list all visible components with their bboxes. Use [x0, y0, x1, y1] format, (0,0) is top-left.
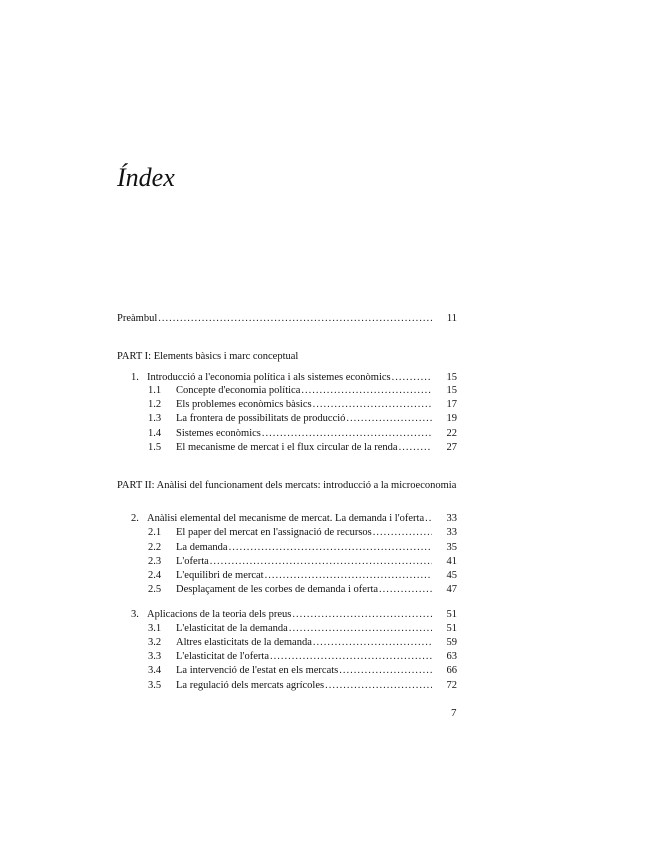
toc-section-number: 2.3: [148, 556, 162, 567]
toc-entry-preambul: [117, 312, 457, 326]
toc-section-number: 3.1: [148, 623, 162, 634]
page-title: Índex: [117, 163, 175, 192]
toc-leader-dots: [392, 371, 432, 385]
toc-leader-dots: [346, 412, 432, 426]
toc-section-page: 66: [446, 665, 457, 676]
toc-section-page: 51: [446, 623, 457, 634]
toc-section: [148, 555, 457, 569]
toc-section: [148, 664, 457, 678]
toc-section-page: 59: [446, 637, 457, 648]
toc-section-number: 2.2: [148, 542, 162, 553]
toc-leader-dots: [425, 512, 432, 526]
toc-leader-dots: [292, 608, 432, 622]
toc-chapter-number: 2.: [131, 513, 139, 524]
toc-section-number: 3.4: [148, 665, 162, 676]
toc-chapter-label: Anàlisi elemental del mecanisme de mercat. La demanda i l'oferta: [147, 513, 425, 524]
toc-section-label: Altres elasticitats de la demanda: [176, 637, 312, 648]
toc-section-label: Concepte d'economia política: [176, 385, 301, 396]
toc-chapter-label: Aplicacions de la teoria dels preus: [147, 609, 292, 620]
toc-section-number: 1.4: [148, 428, 162, 439]
toc-section: [148, 412, 457, 426]
toc-section: [148, 650, 457, 664]
toc-section-label: Els problemes econòmics bàsics: [176, 399, 312, 410]
toc-section-number: 1.1: [148, 385, 162, 396]
toc-section-number: 2.1: [148, 527, 162, 538]
toc-chapter: [131, 512, 457, 526]
toc-section-label: L'equilibri de mercat: [176, 570, 264, 581]
toc-section-number: 1.5: [148, 442, 162, 453]
toc-section-page: 33: [446, 527, 457, 538]
toc-section-label: Sistemes econòmics: [176, 428, 261, 439]
toc-section-label: Desplaçament de les corbes de demanda i oferta: [176, 584, 379, 595]
page-number: 7: [451, 707, 457, 719]
toc-section: [148, 441, 457, 455]
toc-leader-dots: [399, 441, 432, 455]
toc-chapter-page: 15: [446, 372, 457, 383]
toc-leader-dots: [158, 312, 432, 326]
toc-section: [148, 636, 457, 650]
toc-chapter-page: 51: [446, 609, 457, 620]
toc-section-number: 3.3: [148, 651, 162, 662]
toc-section-number: 1.3: [148, 413, 162, 424]
toc-section-number: 3.5: [148, 680, 162, 691]
toc-section-page: 63: [446, 651, 457, 662]
toc-leader-dots: [325, 679, 432, 693]
toc-section-page: 22: [446, 428, 457, 439]
toc-section-number: 3.2: [148, 637, 162, 648]
toc-leader-dots: [289, 622, 432, 636]
toc-section-label: La regulació dels mercats agrícoles: [176, 680, 325, 691]
toc-section-page: 72: [446, 680, 457, 691]
toc-leader-dots: [313, 398, 432, 412]
toc-section-label: La frontera de possibilitats de producció: [176, 413, 346, 424]
toc-section: [148, 398, 457, 412]
toc-section-page: 41: [446, 556, 457, 567]
toc-section-page: 27: [446, 442, 457, 453]
toc-chapter: [131, 608, 457, 622]
toc-leader-dots: [339, 664, 432, 678]
toc-chapter: [131, 371, 457, 385]
part-heading: PART I: Elements bàsics i marc conceptual: [117, 351, 299, 362]
toc-section-number: 2.4: [148, 570, 162, 581]
part-heading: PART II: Anàlisi del funcionament dels mercats: introducció a la microeconomia: [117, 480, 457, 491]
toc-section: [148, 583, 457, 597]
toc-leader-dots: [301, 384, 432, 398]
toc-section-label: La intervenció de l'estat en els mercats: [176, 665, 339, 676]
toc-section-page: 45: [446, 570, 457, 581]
toc-section-number: 1.2: [148, 399, 162, 410]
toc-chapter-page: 33: [446, 513, 457, 524]
toc-entry-label: Preàmbul: [117, 313, 158, 324]
toc-section-label: L'elasticitat de la demanda: [176, 623, 288, 634]
toc-leader-dots: [373, 526, 432, 540]
toc-section-page: 19: [446, 413, 457, 424]
toc-leader-dots: [270, 650, 432, 664]
toc-section-number: 2.5: [148, 584, 162, 595]
toc-section-page: 47: [446, 584, 457, 595]
toc-section: [148, 569, 457, 583]
toc-leader-dots: [265, 569, 432, 583]
toc-section-page: 15: [446, 385, 457, 396]
toc-chapter-number: 3.: [131, 609, 139, 620]
toc-section-label: L'oferta: [176, 556, 209, 567]
toc-section: [148, 526, 457, 540]
toc-chapter-number: 1.: [131, 372, 139, 383]
toc-section-label: L'elasticitat de l'oferta: [176, 651, 269, 662]
toc-section: [148, 679, 457, 693]
toc-leader-dots: [229, 541, 432, 555]
toc-leader-dots: [262, 427, 432, 441]
toc-section: [148, 384, 457, 398]
toc-leader-dots: [379, 583, 432, 597]
toc-chapter-label: Introducció a l'economia política i als sistemes econòmics: [147, 372, 391, 383]
toc-leader-dots: [313, 636, 432, 650]
toc-section-label: El mecanisme de mercat i el flux circular de la renda: [176, 442, 398, 453]
toc-leader-dots: [210, 555, 432, 569]
toc-entry-page: 11: [446, 313, 457, 324]
toc-section-page: 17: [446, 399, 457, 410]
toc-section: [148, 622, 457, 636]
toc-section-label: El paper del mercat en l'assignació de recursos: [176, 527, 372, 538]
toc-section: [148, 427, 457, 441]
toc-section: [148, 541, 457, 555]
toc-section-label: La demanda: [176, 542, 228, 553]
toc-section-page: 35: [446, 542, 457, 553]
